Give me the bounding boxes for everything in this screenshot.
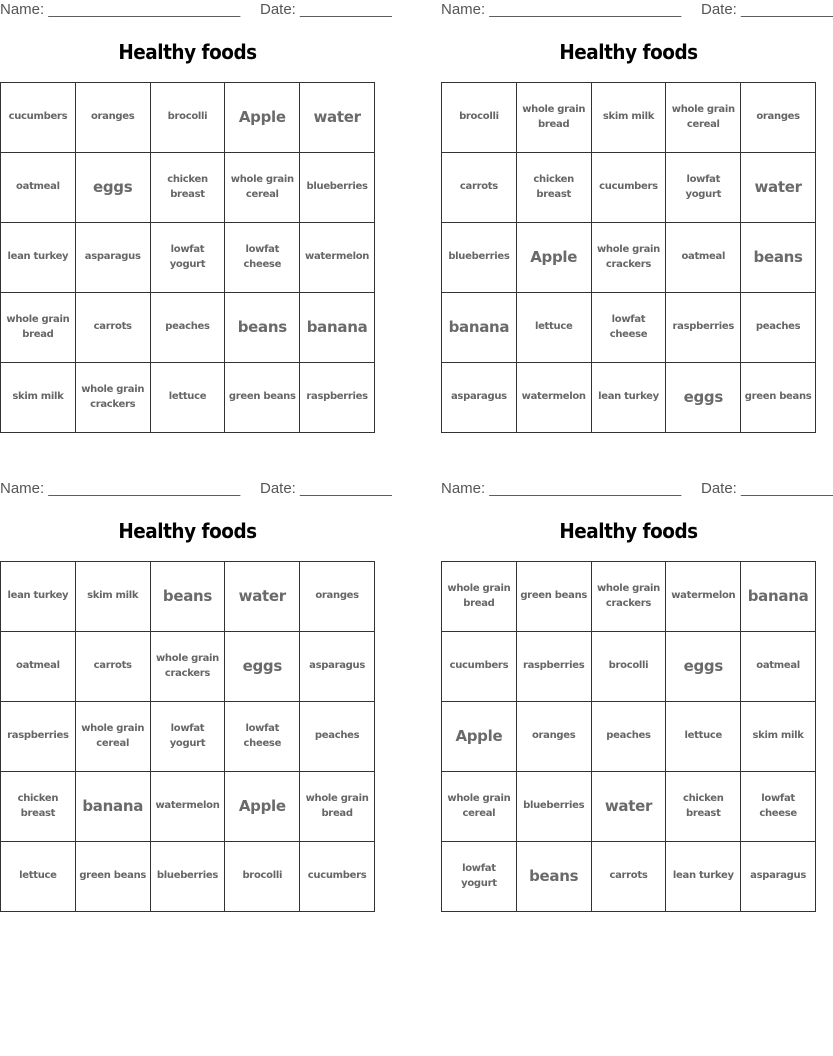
bingo-cell[interactable]: lean turkey [1, 223, 76, 293]
card-title: Healthy foods [118, 519, 257, 543]
bingo-cell[interactable]: carrots [442, 153, 517, 223]
name-field[interactable]: Name: _______________________ [0, 480, 241, 497]
date-field[interactable]: Date: ___________ [260, 1, 392, 18]
bingo-cell[interactable]: asparagus [741, 842, 816, 912]
bingo-cell[interactable]: raspberries [1, 702, 76, 772]
bingo-cell[interactable]: blueberries [300, 153, 375, 223]
card-title: Healthy foods [559, 40, 698, 64]
bingo-cell[interactable]: raspberries [300, 363, 375, 433]
bingo-cell[interactable]: eggs [666, 363, 741, 433]
bingo-cell[interactable]: whole grain cereal [666, 83, 741, 153]
date-field[interactable]: Date: ___________ [701, 480, 833, 497]
bingo-cell[interactable]: brocolli [442, 83, 517, 153]
date-field[interactable]: Date: ___________ [260, 480, 392, 497]
card-title: Healthy foods [559, 519, 698, 543]
bingo-cell[interactable]: Apple [442, 702, 517, 772]
bingo-cell[interactable]: chicken breast [517, 153, 592, 223]
bingo-cell[interactable]: beans [741, 223, 816, 293]
bingo-cell[interactable]: water [300, 83, 375, 153]
bingo-cell[interactable]: lowfat yogurt [151, 223, 226, 293]
bingo-cell[interactable]: oranges [300, 562, 375, 632]
bingo-cell[interactable]: beans [517, 842, 592, 912]
bingo-cell[interactable]: watermelon [300, 223, 375, 293]
bingo-cell[interactable]: lean turkey [666, 842, 741, 912]
bingo-cell[interactable]: eggs [76, 153, 151, 223]
bingo-cell[interactable]: whole grain bread [517, 83, 592, 153]
card-title: Healthy foods [118, 40, 257, 64]
bingo-cell[interactable]: oranges [741, 83, 816, 153]
bingo-card-3 [0, 479, 392, 914]
bingo-cell[interactable]: lowfat cheese [225, 702, 300, 772]
bingo-cell[interactable]: raspberries [666, 293, 741, 363]
card-header [0, 479, 392, 499]
bingo-cell[interactable]: cucumbers [592, 153, 667, 223]
bingo-cell[interactable]: whole grain bread [1, 293, 76, 363]
bingo-cell[interactable]: water [741, 153, 816, 223]
bingo-cell[interactable]: whole grain cereal [225, 153, 300, 223]
bingo-cell[interactable]: carrots [592, 842, 667, 912]
bingo-cell[interactable]: brocolli [592, 632, 667, 702]
bingo-cell[interactable]: lowfat cheese [741, 772, 816, 842]
bingo-cell[interactable]: whole grain bread [300, 772, 375, 842]
bingo-cell[interactable]: whole grain bread [442, 562, 517, 632]
bingo-cell[interactable]: lettuce [151, 363, 226, 433]
bingo-cell[interactable]: asparagus [76, 223, 151, 293]
card-header [441, 0, 833, 20]
bingo-cell[interactable]: skim milk [592, 83, 667, 153]
bingo-grid [0, 82, 375, 433]
bingo-cell[interactable]: blueberries [151, 842, 226, 912]
bingo-cell[interactable]: carrots [76, 293, 151, 363]
bingo-cell[interactable]: whole grain crackers [76, 363, 151, 433]
bingo-cell[interactable]: asparagus [442, 363, 517, 433]
name-field[interactable]: Name: _______________________ [441, 1, 682, 18]
bingo-grid [441, 561, 816, 912]
bingo-grid [0, 561, 375, 912]
bingo-cell[interactable]: beans [225, 293, 300, 363]
bingo-cell[interactable]: raspberries [517, 632, 592, 702]
bingo-cell[interactable]: water [592, 772, 667, 842]
bingo-cell[interactable]: cucumbers [300, 842, 375, 912]
bingo-grid [441, 82, 816, 433]
bingo-cell[interactable]: Apple [225, 772, 300, 842]
bingo-cell[interactable]: oatmeal [1, 632, 76, 702]
bingo-cell[interactable]: carrots [76, 632, 151, 702]
bingo-cell[interactable]: lettuce [1, 842, 76, 912]
bingo-cell[interactable]: eggs [666, 632, 741, 702]
bingo-cell[interactable]: cucumbers [1, 83, 76, 153]
bingo-cell[interactable]: skim milk [741, 702, 816, 772]
bingo-cell[interactable]: chicken breast [1, 772, 76, 842]
bingo-cell[interactable]: watermelon [517, 363, 592, 433]
bingo-cell[interactable]: whole grain crackers [151, 632, 226, 702]
bingo-cell[interactable]: lean turkey [592, 363, 667, 433]
bingo-cell[interactable]: chicken breast [151, 153, 226, 223]
bingo-cell[interactable]: watermelon [666, 562, 741, 632]
bingo-cell[interactable]: Apple [517, 223, 592, 293]
bingo-cell[interactable]: whole grain crackers [592, 223, 667, 293]
bingo-cell[interactable]: watermelon [151, 772, 226, 842]
bingo-cell[interactable]: peaches [741, 293, 816, 363]
bingo-cell[interactable]: green beans [76, 842, 151, 912]
bingo-cell[interactable]: cucumbers [442, 632, 517, 702]
date-field[interactable]: Date: ___________ [701, 1, 833, 18]
card-header [0, 0, 392, 20]
bingo-cell[interactable]: green beans [517, 562, 592, 632]
bingo-cell[interactable]: chicken breast [666, 772, 741, 842]
bingo-cell[interactable]: oatmeal [741, 632, 816, 702]
bingo-cell[interactable]: oatmeal [666, 223, 741, 293]
bingo-cell[interactable]: lowfat yogurt [666, 153, 741, 223]
bingo-cell[interactable]: Apple [225, 83, 300, 153]
bingo-cell[interactable]: lettuce [517, 293, 592, 363]
bingo-cell[interactable]: oatmeal [1, 153, 76, 223]
bingo-cell[interactable]: green beans [741, 363, 816, 433]
bingo-cell[interactable]: eggs [225, 632, 300, 702]
bingo-cell[interactable]: banana [741, 562, 816, 632]
name-field[interactable]: Name: _______________________ [441, 480, 682, 497]
bingo-cell[interactable]: oranges [517, 702, 592, 772]
bingo-cell[interactable]: lowfat cheese [592, 293, 667, 363]
bingo-cell[interactable]: brocolli [225, 842, 300, 912]
bingo-cell[interactable]: lowfat yogurt [151, 702, 226, 772]
bingo-card-4 [441, 479, 833, 914]
bingo-cell[interactable]: lettuce [666, 702, 741, 772]
bingo-cell[interactable]: banana [76, 772, 151, 842]
bingo-card-2 [441, 0, 833, 435]
bingo-cell[interactable]: whole grain cereal [76, 702, 151, 772]
bingo-cell[interactable]: lean turkey [1, 562, 76, 632]
bingo-cell[interactable]: skim milk [76, 562, 151, 632]
card-header [441, 479, 833, 499]
bingo-cell[interactable]: skim milk [1, 363, 76, 433]
bingo-cell[interactable]: asparagus [300, 632, 375, 702]
bingo-cell[interactable]: lowfat cheese [225, 223, 300, 293]
bingo-cell[interactable]: peaches [592, 702, 667, 772]
bingo-cell[interactable]: blueberries [442, 223, 517, 293]
bingo-cell[interactable]: brocolli [151, 83, 226, 153]
bingo-cell[interactable]: beans [151, 562, 226, 632]
bingo-cell[interactable]: peaches [151, 293, 226, 363]
bingo-cell[interactable]: blueberries [517, 772, 592, 842]
bingo-cell[interactable]: banana [300, 293, 375, 363]
name-field[interactable]: Name: _______________________ [0, 1, 241, 18]
bingo-cell[interactable]: lowfat yogurt [442, 842, 517, 912]
bingo-cell[interactable]: water [225, 562, 300, 632]
bingo-cell[interactable]: whole grain crackers [592, 562, 667, 632]
bingo-cell[interactable]: green beans [225, 363, 300, 433]
bingo-card-1 [0, 0, 392, 435]
bingo-cell[interactable]: oranges [76, 83, 151, 153]
bingo-cell[interactable]: peaches [300, 702, 375, 772]
bingo-cell[interactable]: whole grain cereal [442, 772, 517, 842]
bingo-cell[interactable]: banana [442, 293, 517, 363]
